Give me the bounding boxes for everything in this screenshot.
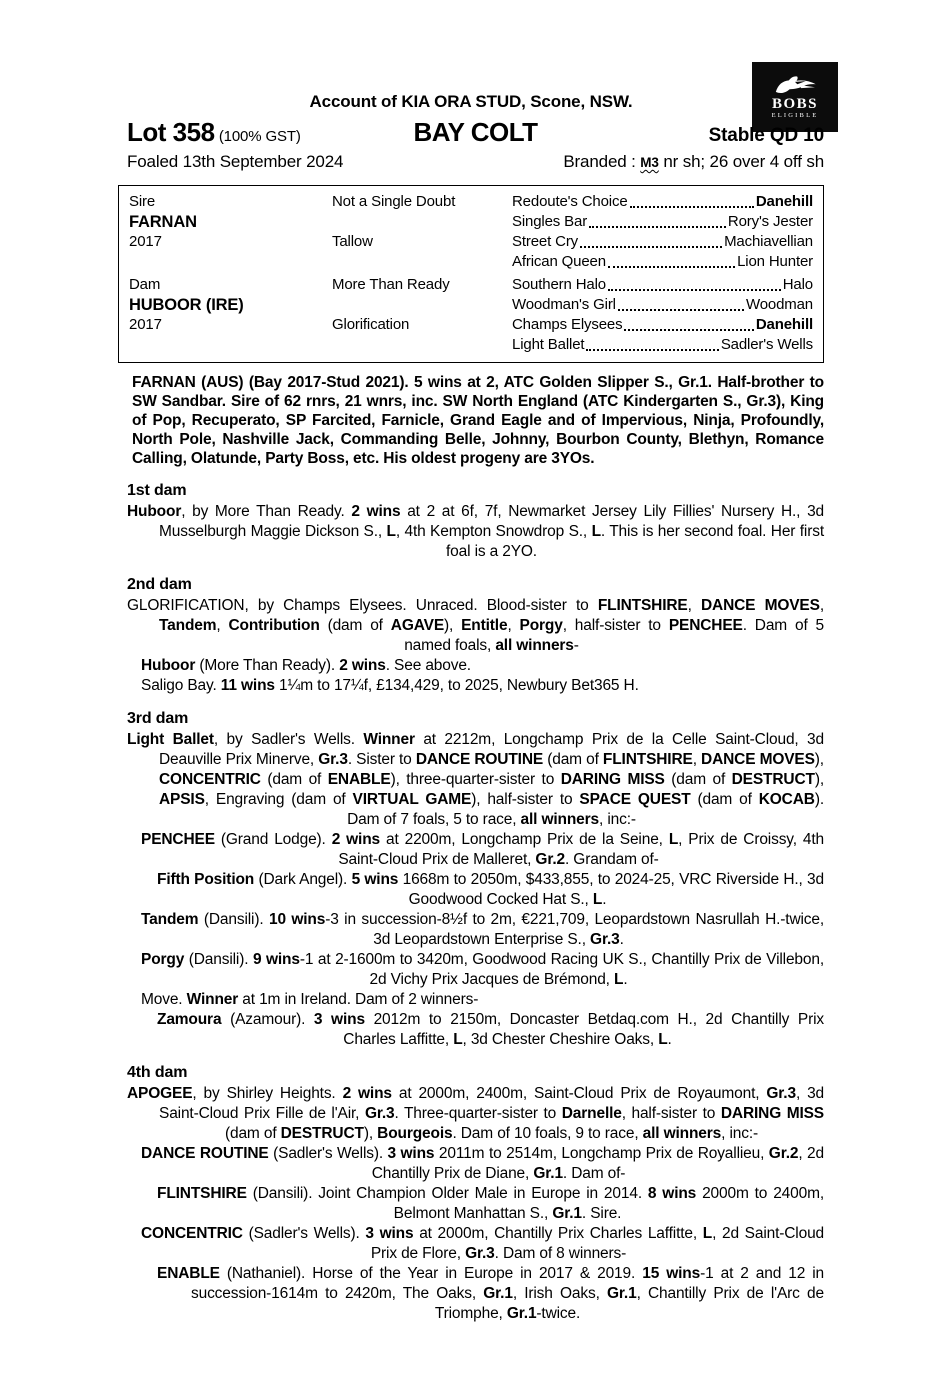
pedigree-paragraph-move: Move. Winner at 1m in Ireland. Dam of 2 winners-: [141, 991, 479, 1008]
dot-leader: [630, 206, 754, 208]
pedigree-paragraph-enable: ENABLE (Nathaniel). Horse of the Year in Europe in 2017 & 2019. 15 wins-1 at 2 and 12 in succession-1614m to 2420m, The Oaks, Gr.1, Irish Oaks, Gr.1, Chantilly Prix de l'Arc de Triomphe, Gr.1-twice.: [157, 1265, 825, 1322]
ancestor-row: [512, 252, 813, 272]
pedigree-paragraph-penchee: PENCHEE (Grand Lodge). 2 wins at 2200m, Longchamp Prix de la Seine, L, Prix de Croissy, 4th Saint-Cloud Prix de Malleret, Gr.2. Grandam of-: [141, 831, 824, 868]
pedigree-paragraph-huboor-progeny: Huboor (More Than Ready). 2 wins. See above.: [141, 657, 471, 674]
ancestor-sire: Lion Hunter: [737, 253, 813, 270]
ancestor-name: African Queen: [512, 253, 606, 270]
sire-summary-paragraph: FARNAN (AUS) (Bay 2017-Stud 2021). 5 wins at 2, ATC Golden Slipper S., Gr.1. Half-brother to SW Sandbar. Sire of 62 rnrs, 21 wnrs, inc. SW North England (ATC Kindergarten S., Gr.3), King of Pop, Recuperato, SP Farcited, Farnicle, Grand Eagle and of Impervious, Ninja, Profoundly, North Pole, Nashville Jack, Commanding Belle, Johnny, Bourbon County, Blethyn, Romance Calling, Olatunde, Party Boss, etc. His oldest progeny are 3YOs.: [132, 374, 824, 467]
pedigree-paragraph-light-ballet: Light Ballet, by Sadler's Wells. Winner at 2212m, Longchamp Prix de la Celle Saint-Cloud, 3d Deauville Prix Minerve, Gr.3. Sister to DANCE ROUTINE (dam of FLINTSHIRE, DANCE MOVES), CONCENTRIC (dam of ENABLE), three-quarter-sister to DARING MISS (dam of DESTRUCT), APSIS, Engraving (dam of VIRTUAL GAME), half-sister to SPACE QUEST (dam of KOCAB). Dam of 7 foals, 5 to race, all winners, inc:-: [127, 731, 824, 828]
ancestor-row: [512, 232, 813, 252]
ancestor-row: [512, 192, 813, 212]
page-title: BAY COLT: [413, 117, 538, 147]
ancestor-row: [512, 315, 813, 335]
lot-block: [127, 117, 413, 148]
sire-sire: Not a Single Doubt: [332, 193, 456, 210]
pedigree-paragraph-zamoura: Zamoura (Azamour). 3 wins 2012m to 2150m, Doncaster Betdaq.com H., 2d Chantilly Prix Charles Laffitte, L, 3d Chester Cheshire Oaks, L.: [157, 1011, 825, 1048]
ancestor-sire: Woodman: [745, 296, 813, 313]
dam-name: HUBOOR (IRE): [129, 296, 244, 314]
dam-section-heading: 4th dam: [127, 1064, 188, 1081]
foaled-branded-row: [118, 151, 824, 174]
dam-section-heading: 1st dam: [127, 482, 187, 499]
ancestor-name: Southern Halo: [512, 276, 606, 293]
pedigree-paragraph-tandem: Tandem (Dansili). 10 wins-3 in succession-8½f to 2m, €221,709, Leopardstown Nasrullah H.-twice, 3d Leopardstown Enterprise S., Gr.3.: [141, 911, 825, 948]
brand-mark: M3: [640, 155, 659, 170]
dam-section-3: [127, 709, 824, 1050]
pedigree-paragraph-flintshire: FLINTSHIRE (Dansili). Joint Champion Older Male in Europe in 2014. 8 wins 2000m to 2400m, Belmont Manhattan S., Gr.1. Sire.: [157, 1185, 824, 1222]
dot-leader: [580, 246, 722, 248]
lot-header-row: [118, 117, 824, 148]
pedigree-paragraph-huboor: Huboor, by More Than Ready. 2 wins at 2 at 6f, 7f, Newmarket Jersey Lily Fillies' Nursery H., 3d Musselburgh Maggie Dickson S., L, 4th Kempton Snowdrop S., L. This is her second foal. Her first foal is a 2YO.: [127, 503, 825, 560]
ancestor-sire: Halo: [782, 276, 813, 293]
ancestor-sire: Danehill: [755, 316, 813, 333]
pedigree-paragraph-concentric: CONCENTRIC (Sadler's Wells). 3 wins at 2000m, Chantilly Prix Charles Laffitte, L, 2d Saint-Cloud Prix de Flore, Gr.3. Dam of 8 winners-: [141, 1225, 825, 1262]
gst-note: (100% GST): [218, 128, 301, 145]
ancestor-name: Singles Bar: [512, 213, 588, 230]
ancestor-row: [512, 212, 813, 232]
pedigree-paragraph-fifth-position: Fifth Position (Dark Angel). 5 wins 1668m to 2050m, $433,855, to 2024-25, VRC Riverside H., 3d Goodwood Cocked Hat S., L.: [157, 871, 824, 908]
sire-role-label: Sire: [129, 193, 156, 210]
ancestor-row: [512, 295, 813, 315]
ancestor-sire: Rory's Jester: [727, 213, 813, 230]
sire-name: FARNAN: [129, 213, 197, 231]
dot-leader: [624, 329, 753, 331]
pedigree-paragraph-saligo-bay: Saligo Bay. 11 wins 1¼m to 17¼f, £134,429, to 2025, Newbury Bet365 H.: [141, 677, 639, 694]
pedigree-paragraph-dance-routine: DANCE ROUTINE (Sadler's Wells). 3 wins 2011m to 2514m, Longchamp Prix de Royallieu, Gr.2, 2d Chantilly Prix de Diane, Gr.1. Dam of-: [141, 1145, 824, 1182]
ancestor-sire: Danehill: [755, 193, 813, 210]
dot-leader: [586, 349, 718, 351]
ancestor-sire: Sadler's Wells: [720, 336, 813, 353]
dam-dam: Glorification: [332, 316, 410, 333]
dam-section-2: [127, 575, 824, 696]
dot-leader: [608, 266, 735, 268]
stable-number: Stable QD 10: [708, 125, 825, 146]
dam-section-heading: 3rd dam: [127, 710, 189, 727]
dam-sire: More Than Ready: [332, 276, 450, 293]
lot-number: Lot 358: [127, 117, 215, 147]
ancestor-name: Light Ballet: [512, 336, 585, 353]
dam-section-heading: 2nd dam: [127, 576, 192, 593]
sire-year: 2017: [129, 233, 162, 250]
dot-leader: [618, 309, 744, 311]
pedigree-paragraph-porgy: Porgy (Dansili). 9 wins-1 at 2-1600m to 3420m, Goodwood Racing UK S., Chantilly Prix de Villebon, 2d Vichy Prix Jacques de Brémond, L.: [141, 951, 824, 988]
dam-section-1: [127, 481, 824, 562]
ancestor-name: Street Cry: [512, 233, 579, 250]
pedigree-paragraph-glorification: GLORIFICATION, by Champs Elysees. Unraced. Blood-sister to FLINTSHIRE, DANCE MOVES, Tandem, Contribution (dam of AGAVE), Entitle, Porgy, half-sister to PENCHEE. Dam of 5 named foals, all winners-: [127, 597, 825, 654]
dot-leader: [608, 289, 781, 291]
foaled-date: Foaled 13th September 2024: [127, 152, 344, 171]
account-line: Account of KIA ORA STUD, Scone, NSW.: [309, 92, 633, 111]
sire-dam: Tallow: [332, 233, 373, 250]
dam-role-label: Dam: [129, 276, 161, 293]
pedigree-paragraph-apogee: APOGEE, by Shirley Heights. 2 wins at 2000m, 2400m, Saint-Cloud Prix de Royaumont, Gr.3, 3d Saint-Cloud Prix Fille de l'Air, Gr.3. Three-quarter-sister to Darnelle, half-sister to DARING MISS (dam of DESTRUCT), Bourgeois. Dam of 10 foals, 9 to race, all winners, inc:-: [127, 1085, 825, 1142]
dam-block: [129, 275, 813, 355]
page-content: [118, 0, 824, 1324]
dam-section-4: [127, 1063, 824, 1324]
pedigree-table: [118, 185, 824, 363]
ancestor-row: [512, 335, 813, 355]
branded-info: [563, 151, 824, 174]
bobs-wordmark: BOBS: [771, 96, 819, 112]
ancestor-name: Woodman's Girl: [512, 296, 616, 313]
ancestor-sire: Machiavellian: [724, 233, 813, 250]
branded-description: nr sh; 26 over 4 off sh: [663, 152, 824, 171]
ancestor-name: Champs Elysees: [512, 316, 623, 333]
bobs-subtext: ELIGIBLE: [771, 112, 819, 119]
ancestor-name: Redoute's Choice: [512, 193, 628, 210]
dam-year: 2017: [129, 316, 162, 333]
dot-leader: [589, 226, 726, 228]
branded-label: Branded :: [563, 152, 636, 171]
ancestor-row: [512, 275, 813, 295]
sire-block: [129, 192, 813, 272]
